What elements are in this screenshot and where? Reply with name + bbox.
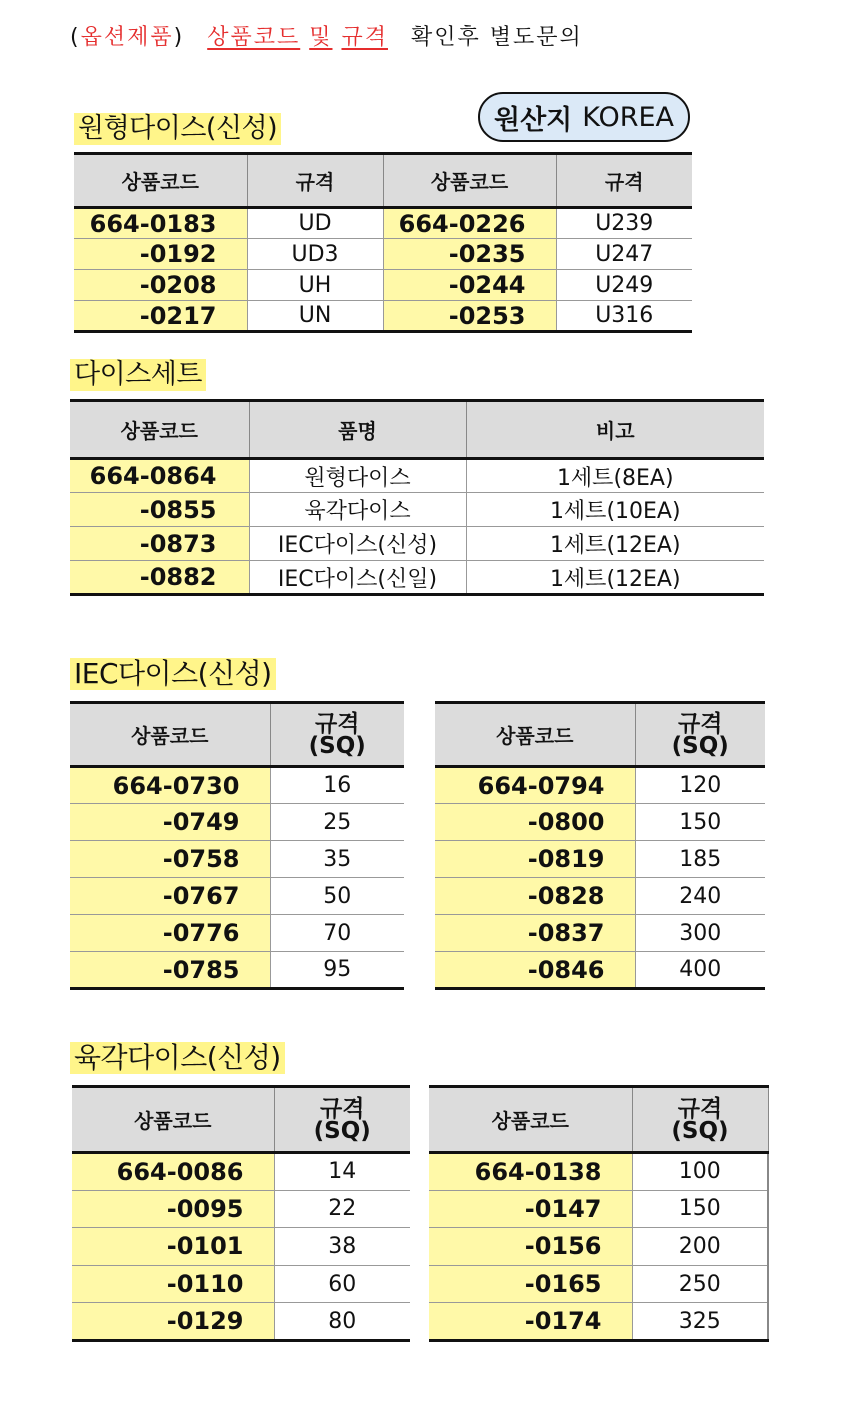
header-remark: 비고 bbox=[466, 401, 764, 459]
product-code: -0208 bbox=[74, 270, 247, 301]
product-code: -0156 bbox=[429, 1228, 632, 1266]
table-edge bbox=[768, 1153, 770, 1191]
section-title-round-dice: 원형다이스(신성) bbox=[74, 113, 281, 145]
note-paren-close: ) bbox=[173, 25, 185, 50]
table-row bbox=[70, 527, 764, 561]
spec-value: 325 bbox=[632, 1303, 768, 1341]
spec-value: 14 bbox=[274, 1153, 410, 1191]
table-row bbox=[435, 878, 765, 915]
spec-value: 70 bbox=[270, 915, 404, 952]
header-spec-sq: 규격 (SQ) bbox=[632, 1087, 768, 1153]
origin-label: 원산지 bbox=[493, 104, 573, 136]
spec-value: 100 bbox=[632, 1153, 768, 1191]
spec-value: 120 bbox=[635, 767, 765, 804]
inquiry-note bbox=[70, 20, 583, 51]
product-code: 664-0864 bbox=[70, 459, 249, 493]
spec-value: 60 bbox=[274, 1265, 410, 1303]
product-code: -0828 bbox=[435, 878, 635, 915]
header-spec-sq: 규격 (SQ) bbox=[635, 703, 765, 767]
spec-value: 16 bbox=[270, 767, 404, 804]
table-row bbox=[429, 1190, 770, 1228]
remark: 1세트(10EA) bbox=[466, 493, 764, 527]
header-spec: 규격 bbox=[247, 154, 383, 208]
spec-value: UN bbox=[247, 301, 383, 332]
table-row bbox=[70, 952, 404, 989]
table-row bbox=[70, 561, 764, 595]
spec-value: U239 bbox=[556, 208, 692, 239]
note-option-label: 옵션제품 bbox=[80, 25, 174, 50]
product-code: -0855 bbox=[70, 493, 249, 527]
product-code: -0165 bbox=[429, 1265, 632, 1303]
header-code: 상품코드 bbox=[72, 1087, 274, 1153]
table-row bbox=[70, 841, 404, 878]
header-name: 품명 bbox=[249, 401, 466, 459]
product-name: IEC다이스(신성) bbox=[249, 527, 466, 561]
product-name: 육각다이스 bbox=[249, 493, 466, 527]
table-row bbox=[70, 459, 764, 493]
header-spec-sq: 규격 (SQ) bbox=[274, 1087, 410, 1153]
product-code: -0217 bbox=[74, 301, 247, 332]
spec-value: U247 bbox=[556, 239, 692, 270]
spec-value: 95 bbox=[270, 952, 404, 989]
spec-value: 50 bbox=[270, 878, 404, 915]
spec-value: U316 bbox=[556, 301, 692, 332]
table-row bbox=[70, 493, 764, 527]
table-row bbox=[435, 952, 765, 989]
origin-badge bbox=[478, 92, 690, 142]
spec-value: 38 bbox=[274, 1228, 410, 1266]
product-code: -0767 bbox=[70, 878, 270, 915]
table-row bbox=[74, 301, 692, 332]
product-code: -0785 bbox=[70, 952, 270, 989]
remark: 1세트(8EA) bbox=[466, 459, 764, 493]
header-code: 상품코드 bbox=[70, 401, 249, 459]
product-code: -0235 bbox=[383, 239, 556, 270]
spec-value: U249 bbox=[556, 270, 692, 301]
dice-set-table bbox=[70, 399, 764, 596]
product-code: 664-0794 bbox=[435, 767, 635, 804]
product-code: -0101 bbox=[72, 1228, 274, 1266]
hex-dice-table-left bbox=[72, 1085, 410, 1342]
note-paren-open: ( bbox=[70, 25, 81, 50]
spec-value: 150 bbox=[635, 804, 765, 841]
round-dice-table bbox=[74, 152, 692, 333]
product-code: -0837 bbox=[435, 915, 635, 952]
product-code: -0095 bbox=[72, 1190, 274, 1228]
spec-value: 240 bbox=[635, 878, 765, 915]
table-row bbox=[435, 767, 765, 804]
table-row bbox=[74, 270, 692, 301]
header-spec-sq: 규격 (SQ) bbox=[270, 703, 404, 767]
table-row bbox=[74, 208, 692, 239]
spec-value: 150 bbox=[632, 1190, 768, 1228]
spec-value: 200 bbox=[632, 1228, 768, 1266]
product-code: -0253 bbox=[383, 301, 556, 332]
product-code: 664-0226 bbox=[383, 208, 556, 239]
product-code: -0800 bbox=[435, 804, 635, 841]
table-row bbox=[429, 1303, 770, 1341]
table-row bbox=[70, 878, 404, 915]
table-row bbox=[435, 841, 765, 878]
table-row bbox=[72, 1303, 410, 1341]
iec-dice-table-left bbox=[70, 701, 404, 990]
table-row bbox=[70, 804, 404, 841]
table-edge bbox=[768, 1265, 770, 1303]
table-row bbox=[429, 1153, 770, 1191]
header-code: 상품코드 bbox=[70, 703, 270, 767]
product-code: -0776 bbox=[70, 915, 270, 952]
product-code: -0147 bbox=[429, 1190, 632, 1228]
table-row bbox=[72, 1265, 410, 1303]
origin-value: KOREA bbox=[582, 101, 675, 133]
spec-value: 185 bbox=[635, 841, 765, 878]
product-code: 664-0183 bbox=[74, 208, 247, 239]
header-code: 상품코드 bbox=[383, 154, 556, 208]
product-name: IEC다이스(신일) bbox=[249, 561, 466, 595]
section-title-iec-dice: IEC다이스(신성) bbox=[70, 658, 276, 690]
table-row bbox=[435, 804, 765, 841]
product-code: -0110 bbox=[72, 1265, 274, 1303]
note-highlight-and: 및 bbox=[309, 25, 333, 50]
table-row bbox=[72, 1228, 410, 1266]
table-row bbox=[435, 915, 765, 952]
spec-value: 300 bbox=[635, 915, 765, 952]
section-title-dice-set: 다이스세트 bbox=[70, 359, 206, 391]
product-code: -0819 bbox=[435, 841, 635, 878]
product-code: 664-0138 bbox=[429, 1153, 632, 1191]
section-title-hex-dice: 육각다이스(신성) bbox=[70, 1042, 285, 1074]
product-code: -0846 bbox=[435, 952, 635, 989]
product-code: -0129 bbox=[72, 1303, 274, 1341]
table-row bbox=[429, 1265, 770, 1303]
iec-dice-table-right bbox=[435, 701, 765, 990]
spec-value: 22 bbox=[274, 1190, 410, 1228]
header-code: 상품코드 bbox=[435, 703, 635, 767]
note-highlight-code: 상품코드 bbox=[207, 25, 301, 50]
table-edge bbox=[768, 1228, 770, 1266]
table-row bbox=[70, 767, 404, 804]
product-code: -0758 bbox=[70, 841, 270, 878]
spec-value: 250 bbox=[632, 1265, 768, 1303]
spec-value: UD bbox=[247, 208, 383, 239]
table-row bbox=[429, 1228, 770, 1266]
product-code: -0192 bbox=[74, 239, 247, 270]
spec-value: 80 bbox=[274, 1303, 410, 1341]
table-row bbox=[74, 239, 692, 270]
table-row bbox=[70, 915, 404, 952]
spec-value: UH bbox=[247, 270, 383, 301]
remark: 1세트(12EA) bbox=[466, 561, 764, 595]
spec-value: UD3 bbox=[247, 239, 383, 270]
table-row bbox=[72, 1153, 410, 1191]
spec-value: 25 bbox=[270, 804, 404, 841]
hex-dice-table-right bbox=[429, 1085, 770, 1342]
product-code: -0244 bbox=[383, 270, 556, 301]
note-highlight-spec: 규격 bbox=[341, 25, 388, 50]
header-spec: 규격 bbox=[556, 154, 692, 208]
product-code: -0749 bbox=[70, 804, 270, 841]
product-code: -0873 bbox=[70, 527, 249, 561]
spec-value: 35 bbox=[270, 841, 404, 878]
product-code: 664-0730 bbox=[70, 767, 270, 804]
product-code: -0882 bbox=[70, 561, 249, 595]
table-edge bbox=[768, 1303, 770, 1341]
note-rest: 확인후 별도문의 bbox=[411, 25, 583, 50]
product-code: -0174 bbox=[429, 1303, 632, 1341]
spec-value: 400 bbox=[635, 952, 765, 989]
product-code: 664-0086 bbox=[72, 1153, 274, 1191]
remark: 1세트(12EA) bbox=[466, 527, 764, 561]
product-name: 원형다이스 bbox=[249, 459, 466, 493]
table-edge bbox=[768, 1190, 770, 1228]
header-code: 상품코드 bbox=[429, 1087, 632, 1153]
table-row bbox=[72, 1190, 410, 1228]
header-code: 상품코드 bbox=[74, 154, 247, 208]
